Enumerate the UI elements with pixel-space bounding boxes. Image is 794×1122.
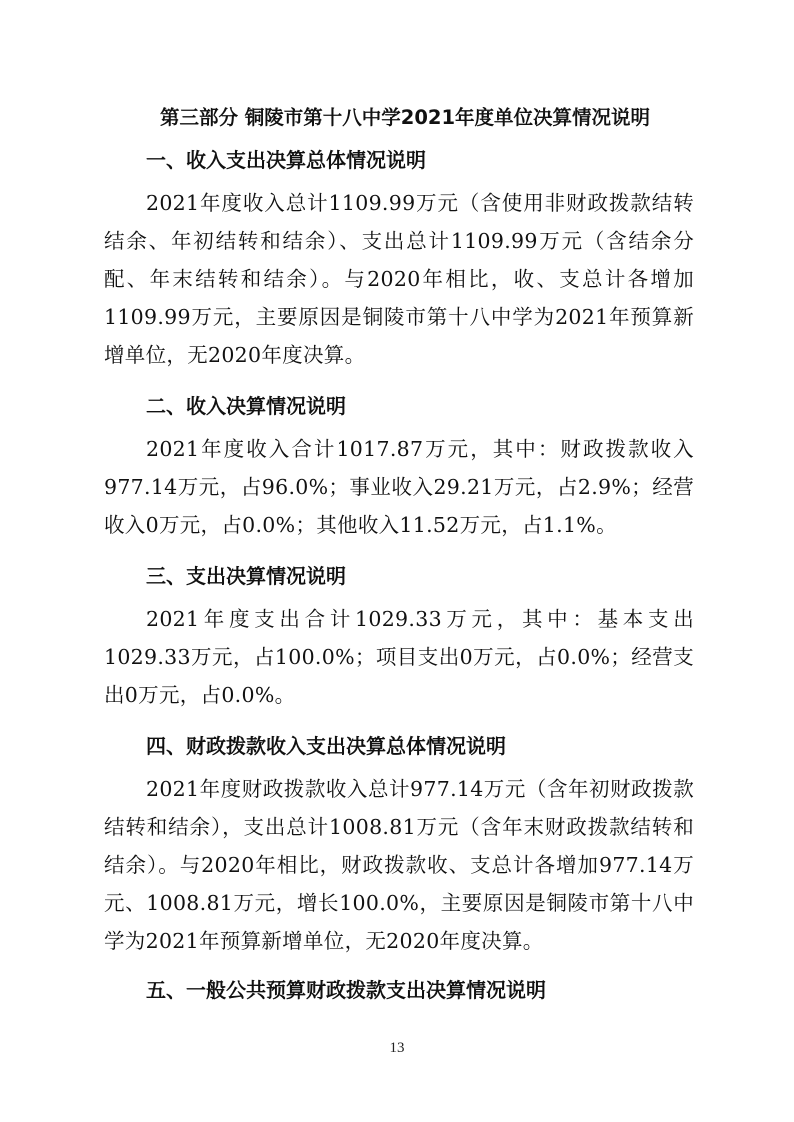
document-title: 第三部分 铜陵市第十八中学2021年度单位决算情况说明 (159, 106, 651, 129)
section-heading-fiscal-appropriation-overview: 四、财政拨款收入支出决算总体情况说明 (146, 734, 506, 758)
section-heading-income-expenditure-overview: 一、收入支出决算总体情况说明 (146, 148, 426, 172)
document-page (104, 100, 694, 1008)
section-paragraph-fiscal-appropriation-overview: 2021年度财政拨款收入总计977.14万元（含年初财政拨款结转和结余），支出总计1008.81万元（含年末财政拨款结转和结余）。与2020年相比，财政拨款收、支总计各增加977.14万元、1008.81万元，增长100.0%，主要原因是铜陵市第十八中学为2021年预算新增单位，无2020年度决算。 (104, 777, 694, 953)
section-paragraph-income: 2021年度收入合计1017.87万元，其中：财政拨款收入977.14万元，占96.0%；事业收入29.21万元，占2.9%；经营收入0万元，占0.0%；其他收入11.52万元，占1.1%。 (104, 437, 694, 537)
page-number: 13 (389, 1040, 405, 1056)
section-heading-expenditure: 三、支出决算情况说明 (146, 564, 346, 588)
section-paragraph-income-expenditure-overview: 2021年度收入总计1109.99万元（含使用非财政拨款结转结余、年初结转和结余）、支出总计1109.99万元（含结余分配、年末结转和结余）。与2020年相比，收、支总计各增加1109.99万元，主要原因是铜陵市第十八中学为2021年预算新增单位，无2020年度决算。 (104, 191, 694, 367)
section-heading-general-public-budget: 五、一般公共预算财政拨款支出决算情况说明 (146, 978, 546, 1002)
section-paragraph-expenditure: 2021年度支出合计1029.33万元，其中：基本支出1029.33万元，占100.0%；项目支出0万元，占0.0%；经营支出0万元，占0.0%。 (104, 607, 694, 707)
section-heading-income: 二、收入决算情况说明 (146, 394, 346, 418)
